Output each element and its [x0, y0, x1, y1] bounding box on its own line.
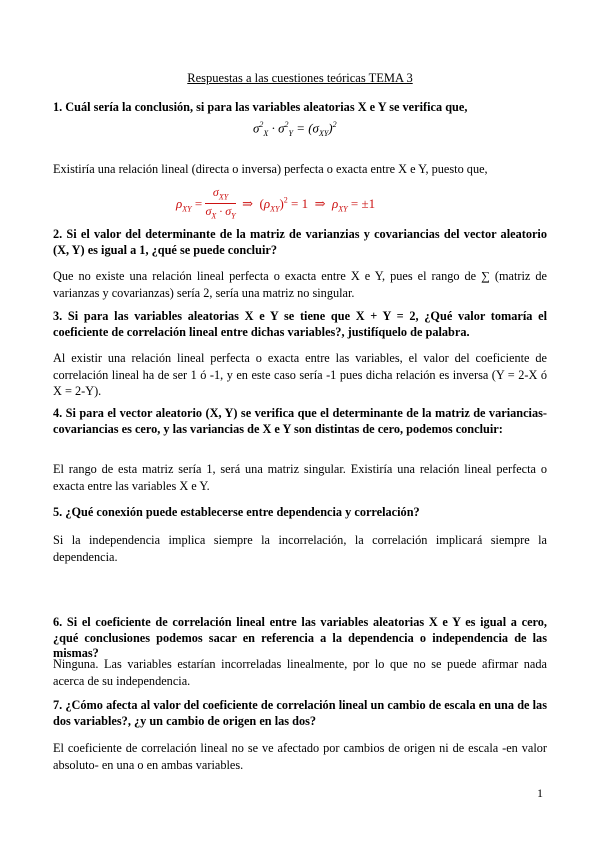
question-5: 5. ¿Qué conexión puede establecerse entre dependencia y correlación? [53, 505, 420, 519]
question-1: 1. Cuál sería la conclusión, si para las variables aleatorias X e Y se verifica que, [53, 100, 468, 114]
question-4: 4. Si para el vector aleatorio (X, Y) se verifica que el determinante de la matriz de variancias-covariancias es cero, y las variancias de X e Y son distintas de cero, podemos concluir: [53, 406, 547, 436]
page-number: 1 [537, 786, 543, 800]
answer-3: Al existir una relación lineal perfecta o exacta entre las variables, el valor del coeficiente de correlación lineal ha de ser 1 ó -1, y en este caso sería -1 pues dicha relación es inversa (Y = 2-X ó X = 2-Y). [53, 351, 547, 398]
formula-variance-product: $\sigma^2_X \cdot \sigma^2_Y = (\sigma_{XY})^2$ [253, 120, 337, 138]
answer-2: Que no existe una relación lineal perfecta o exacta entre X e Y, pues el rango de ∑ (matriz de varianzas y covarianzas) sería 2, sería una matriz no singular. [53, 269, 547, 300]
answer-4: El rango de esta matriz sería 1, será una matriz singular. Existiría una relación lineal perfecta o exacta entre las variables X e Y. [53, 462, 547, 493]
question-7: 7. ¿Cómo afecta al valor del coeficiente de correlación lineal un cambio de escala en una de las dos variables?, ¿y un cambio de origen en las dos? [53, 698, 547, 728]
answer-1: Existiría una relación lineal (directa o inversa) perfecta o exacta entre X e Y, puesto que, [53, 162, 488, 176]
answer-6: Ninguna. Las variables estarían incorreladas linealmente, por lo que no se puede afirmar nada acerca de su independencia. [53, 657, 547, 688]
answer-7: El coeficiente de correlación lineal no se ve afectado por cambios de origen ni de escala -en valor absoluto- en una o en ambas variables. [53, 741, 547, 772]
formula-correlation: $\rho_{XY}$ = $\frac{\sigma_{XY}}{\sigma_X \cdot \sigma_Y}$ ⇒ $(\rho_{XY})^2 = 1$ ⇒ $\rho_{XY} = \pm 1$ [176, 185, 376, 221]
question-3: 3. Si para las variables aleatorias X e Y se tiene que X + Y = 2, ¿Qué valor tomaría el coeficiente de correlación lineal entre dichas variables?, justifíquelo de palabra. [53, 309, 547, 339]
page-title: Respuestas a las cuestiones teóricas TEMA 3 [187, 71, 413, 85]
question-6: 6. Si el coeficiente de correlación lineal entre las variables aleatorias X e Y es igual a cero, ¿qué conclusiones podemos sacar en referencia a la dependencia o independencia de las mismas? [53, 615, 547, 660]
answer-5: Si la independencia implica siempre la incorrelación, la correlación implicará siempre la dependencia. [53, 533, 547, 564]
question-2: 2. Si el valor del determinante de la matriz de varianzias y covariancias del vector aleatorio (X, Y) es igual a 1, ¿qué se puede concluir? [53, 227, 547, 257]
